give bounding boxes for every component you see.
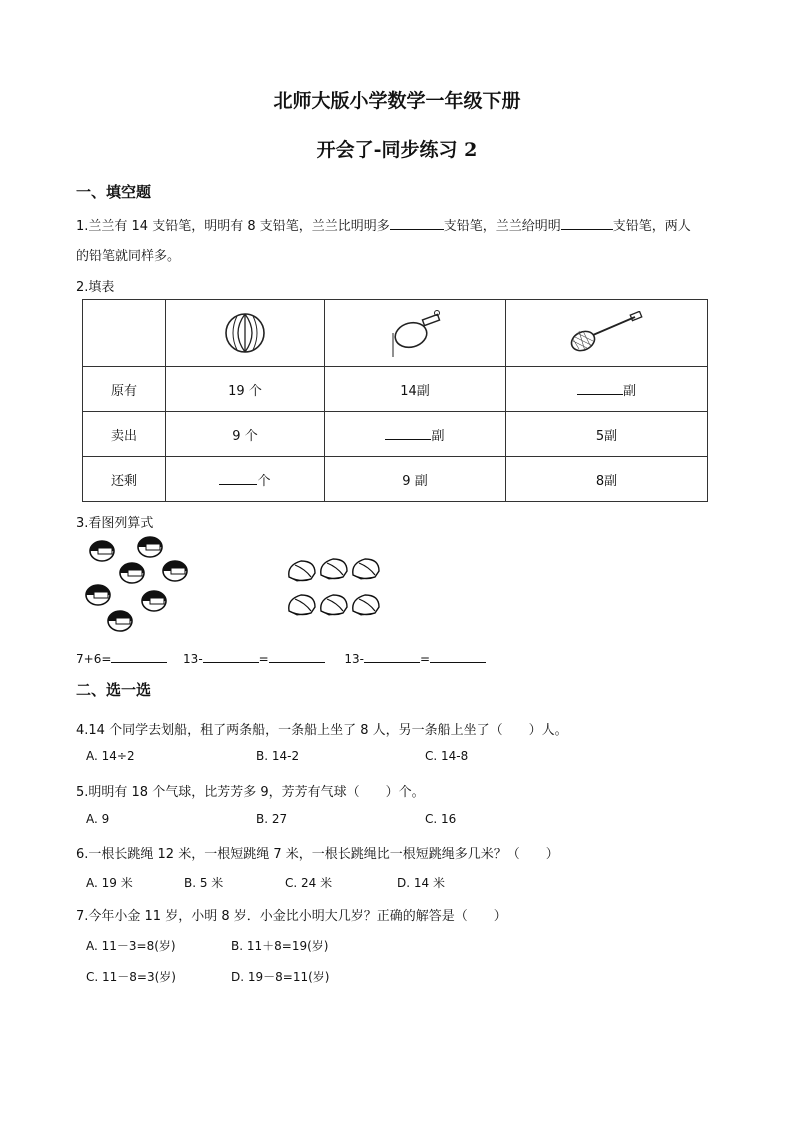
q1-text-a: 1.兰兰有 14 支铅笔，明明有 8 支铅笔，兰兰比明明多	[76, 219, 390, 234]
table-row	[83, 412, 708, 457]
q7-option-c[interactable]: C. 11－8=3(岁)	[86, 970, 176, 984]
eq3-text-b: =	[419, 652, 431, 666]
q1-text-c: 支铅笔，两人	[612, 219, 691, 234]
eq2-blank-2[interactable]	[269, 650, 325, 663]
q5-option-a[interactable]: A. 9	[86, 812, 110, 826]
q7-option-d[interactable]: D. 19－8=11(岁)	[231, 970, 330, 984]
row-label: 原有	[83, 367, 166, 412]
table-blank[interactable]	[219, 472, 257, 485]
q6-option-d[interactable]: D. 14 米	[397, 876, 445, 890]
q4-option-a[interactable]: A. 14÷2	[86, 749, 135, 763]
page-subtitle: 开会了-同步练习 2	[316, 139, 478, 161]
table-cell-suffix: 副	[431, 428, 445, 444]
table-header-paddle	[325, 300, 506, 367]
question-4-text: 4.14 个同学去划船，租了两条船，一条船上坐了 8 人，另一条船上坐了（ ）人。	[76, 723, 568, 738]
table-blank[interactable]	[577, 382, 623, 395]
question-5-text: 5.明明有 18 个气球，比芳芳多 9，芳芳有气球（ ）个。	[76, 785, 425, 800]
table-header-row	[83, 300, 708, 367]
question-3-label: 3.看图列算式	[76, 516, 154, 531]
table-blank[interactable]	[385, 427, 431, 440]
ball-icon	[221, 309, 269, 357]
eq2-blank-1[interactable]	[203, 650, 259, 663]
question-2-label: 2.填表	[76, 280, 115, 295]
table-row	[83, 367, 708, 412]
q6-option-c[interactable]: C. 24 米	[285, 876, 333, 890]
row-label: 还剩	[83, 457, 166, 502]
table-cell-blank	[166, 457, 325, 502]
question-1-line-1	[76, 215, 691, 234]
question-7-text: 7.今年小金 11 岁，小明 8 岁．小金比小明大几岁？正确的解答是（ ）	[76, 909, 507, 924]
question-6-text: 6.一根长跳绳 12 米，一根短跳绳 7 米，一根长跳绳比一根短跳绳多几米？（ ）	[76, 847, 559, 862]
q5-option-b[interactable]: B. 27	[256, 812, 288, 826]
eq1-text: 7+6=	[76, 652, 112, 666]
section-heading-choice: 二、选一选	[76, 681, 152, 699]
table-cell-suffix: 个	[257, 473, 271, 489]
eq3-blank-1[interactable]	[364, 650, 420, 663]
eq2-text-a: 13-	[183, 652, 203, 666]
q6-option-a[interactable]: A. 19 米	[86, 876, 133, 890]
table-row	[83, 457, 708, 502]
section-heading-fill: 一、填空题	[76, 183, 152, 201]
table-corner-cell	[83, 300, 166, 367]
row-label: 卖出	[83, 412, 166, 457]
table-cell: 9 个	[166, 412, 325, 457]
ping-pong-paddle-icon	[385, 307, 445, 359]
eq1-blank[interactable]	[111, 650, 167, 663]
q4-option-c[interactable]: C. 14-8	[425, 749, 469, 763]
table-cell-suffix: 副	[622, 383, 636, 399]
table-cell: 19 个	[166, 367, 325, 412]
q1-text-b: 支铅笔，兰兰给明明	[443, 219, 561, 234]
table-header-racket	[506, 300, 708, 367]
drums-picture	[285, 555, 385, 625]
q1-blank-1[interactable]	[390, 217, 444, 230]
table-cell: 14副	[325, 367, 506, 412]
eq3-text-a: 13-	[344, 652, 364, 666]
q7-option-a[interactable]: A. 11－3=8(岁)	[86, 939, 176, 953]
table-header-ball	[166, 300, 325, 367]
table-cell-blank	[506, 367, 708, 412]
table-cell-blank	[325, 412, 506, 457]
badminton-racket-icon	[569, 311, 645, 355]
table-cell: 8副	[506, 457, 708, 502]
page-title: 北师大版小学数学一年级下册	[273, 90, 521, 112]
table-cell: 9 副	[325, 457, 506, 502]
question-3-equations	[76, 650, 486, 666]
eq3-blank-2[interactable]	[430, 650, 486, 663]
helmets-picture	[80, 535, 195, 640]
question-1-line-2: 的铅笔就同样多。	[76, 249, 181, 264]
q4-option-b[interactable]: B. 14-2	[256, 749, 300, 763]
fill-table	[82, 299, 708, 502]
q7-option-b[interactable]: B. 11＋8=19(岁)	[231, 939, 329, 953]
q1-blank-2[interactable]	[561, 217, 613, 230]
eq2-text-b: =	[258, 652, 269, 666]
table-cell: 5副	[506, 412, 708, 457]
q5-option-c[interactable]: C. 16	[425, 812, 457, 826]
q6-option-b[interactable]: B. 5 米	[184, 876, 224, 890]
